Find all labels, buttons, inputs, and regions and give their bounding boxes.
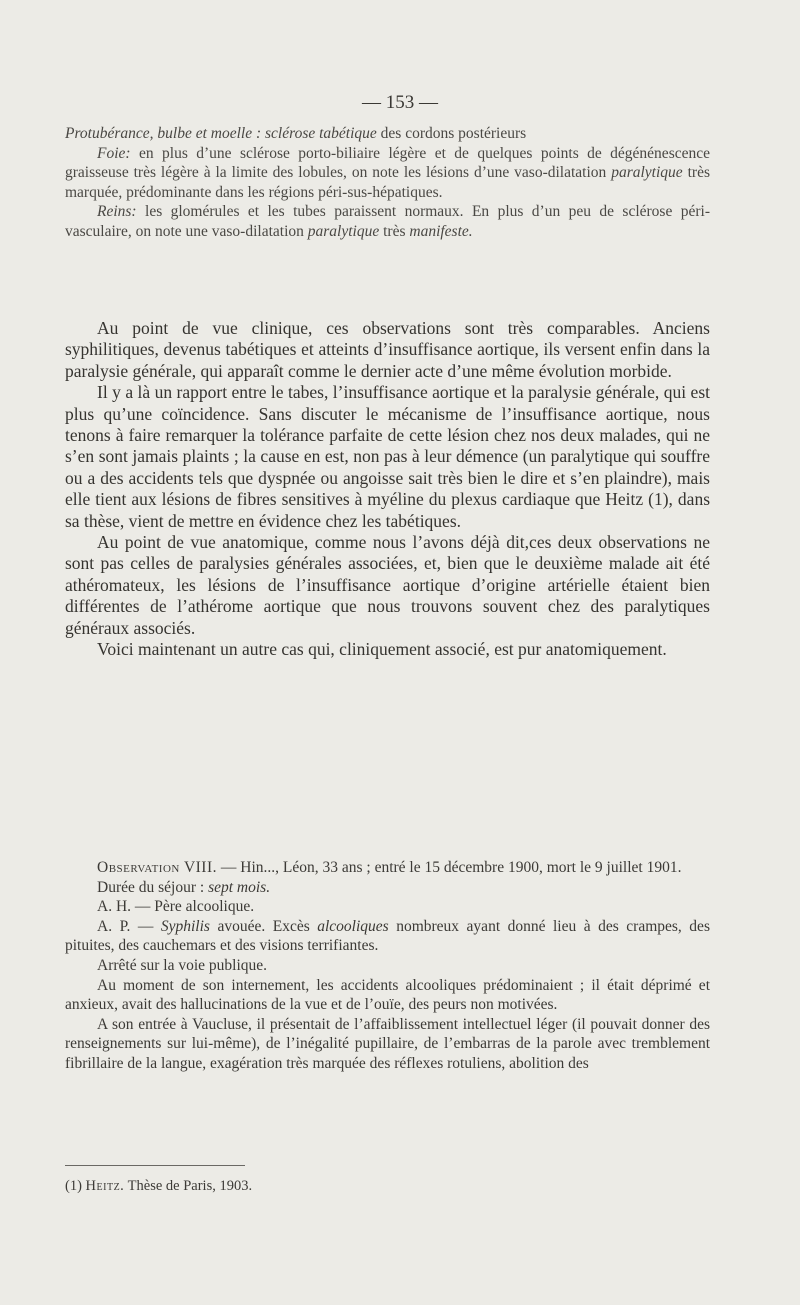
autopsy-kidneys	[65, 202, 710, 241]
observation-arrest: Arrêté sur la voie publique.	[97, 956, 268, 974]
observation-stay	[65, 878, 710, 898]
text: très	[379, 222, 410, 240]
observation-entry: A son entrée à Vaucluse, il présentait de l’affaiblissement intellectuel léger (il pouvait donner des renseignements sur lui-même), de l’inégalité pupillaire, de l’embarras de la parole avec tremblement fibrillaire de la langue, exagération très marquée des réflexes rotuliens, abolition des	[65, 1015, 710, 1072]
footnote	[65, 1178, 252, 1195]
observation-title: Observation VIII.	[97, 859, 217, 876]
observation-heading	[65, 858, 710, 878]
footnote-mark: (1)	[65, 1178, 86, 1194]
observation-internment: Au moment de son internement, les accidents alcooliques prédominaient ; il était déprimé et anxieux, avait des hallucinations de la vue et de l’ouïe, des peurs non motivées.	[65, 976, 710, 1014]
text: A. P. —	[97, 917, 161, 935]
paragraph-anatomical: Au point de vue anatomique, comme nous l’avons déjà dit,ces deux observations ne sont pas celles de paralysies générales associées, et, bien que le deuxième malade ait été athéromateux, les lésions de l’insuffisance aortique d’origine artérielle étaient bien différentes de l’athérome aortique que nous trouvons souvent chez des paralytiques généraux associés.	[65, 532, 710, 638]
text: en plus d’une sclérose porto-biliaire légère et de quelques points de dégénénescence graisseuse très légère à la limite des lobules, on note les lésions d’une vaso-dilatation	[65, 144, 710, 182]
autopsy-protuberance	[65, 124, 710, 144]
text: — Hin..., Léon, 33 ans ; entré le 15 décembre 1900, mort le 9 juillet 1901.	[217, 859, 682, 876]
text: des cordons postérieurs	[376, 125, 527, 142]
footnote-author: Heitz.	[85, 1178, 125, 1194]
autopsy-liver	[65, 144, 710, 203]
text: Durée du séjour :	[97, 878, 209, 896]
observation-viii	[65, 858, 710, 1074]
text: avouée. Excès	[209, 917, 318, 935]
body-text	[65, 318, 710, 661]
text: les glomérules et les tubes paraissent normaux. En plus d’un peu de sclérose péri-vasculaire, on note une vaso-dilatation	[65, 203, 710, 240]
footnote-divider	[65, 1165, 245, 1166]
text: nombreux ayant donné lieu à des crampes, des pituites, des cauchemars et des visions terrifiantes.	[65, 917, 710, 955]
text: très marquée, prédominante dans les régions péri-sus-hépatiques.	[65, 164, 710, 201]
observation-heredity: A. H. — Père alcoolique.	[97, 898, 255, 916]
emphasis: paralytique	[611, 164, 683, 182]
paragraph-clinical: Au point de vue clinique, ces observations sont très comparables. Anciens syphilitiques, devenus tabétiques et atteints d’insuffisance aortique, ils versent enfin dans la paralysie générale, qui apparaît comme le dernier acte d’une même évolution morbide.	[65, 318, 710, 381]
observation-history	[65, 917, 710, 956]
emphasis: manifeste.	[409, 222, 473, 240]
page-number: — 153 —	[362, 92, 438, 113]
emphasis: paralytique	[307, 222, 380, 240]
emphasis: Syphilis	[160, 917, 210, 935]
section-label: Reins:	[97, 203, 137, 221]
section-label: Foie:	[97, 144, 131, 162]
emphasis: alcooliques	[317, 917, 389, 935]
emphasis: sclérose tabétique	[265, 125, 377, 142]
section-label: Protubérance, bulbe et moelle :	[65, 125, 262, 142]
paragraph-next-case: Voici maintenant un autre cas qui, cliniquement associé, est pur anatomiquement.	[97, 639, 667, 660]
footnote-text: Thèse de Paris, 1903.	[124, 1178, 253, 1194]
emphasis: sept mois.	[208, 878, 271, 896]
paragraph-relationship: Il y a là un rapport entre le tabes, l’insuffisance aortique et la paralysie générale, qui est plus qu’une coïncidence. Sans discuter le mécanisme de l’insuffisance aortique, nous tenons à faire remarquer la tolérance parfaite de cette lésion chez nos deux malades, qui ne s’en sont jamais plaints ; la cause en est, non pas à leur démence (un paralytique qui souffre ou a des accidents tels que dyspnée ou angoisse sait très bien le dire et s’en plaindre), mais elle tient aux lésions de fibres sensitives à myéline du plexus cardiaque que Heitz (1), dans sa thèse, vient de mettre en évidence chez les tabétiques.	[65, 382, 710, 531]
autopsy-notes	[65, 124, 710, 242]
